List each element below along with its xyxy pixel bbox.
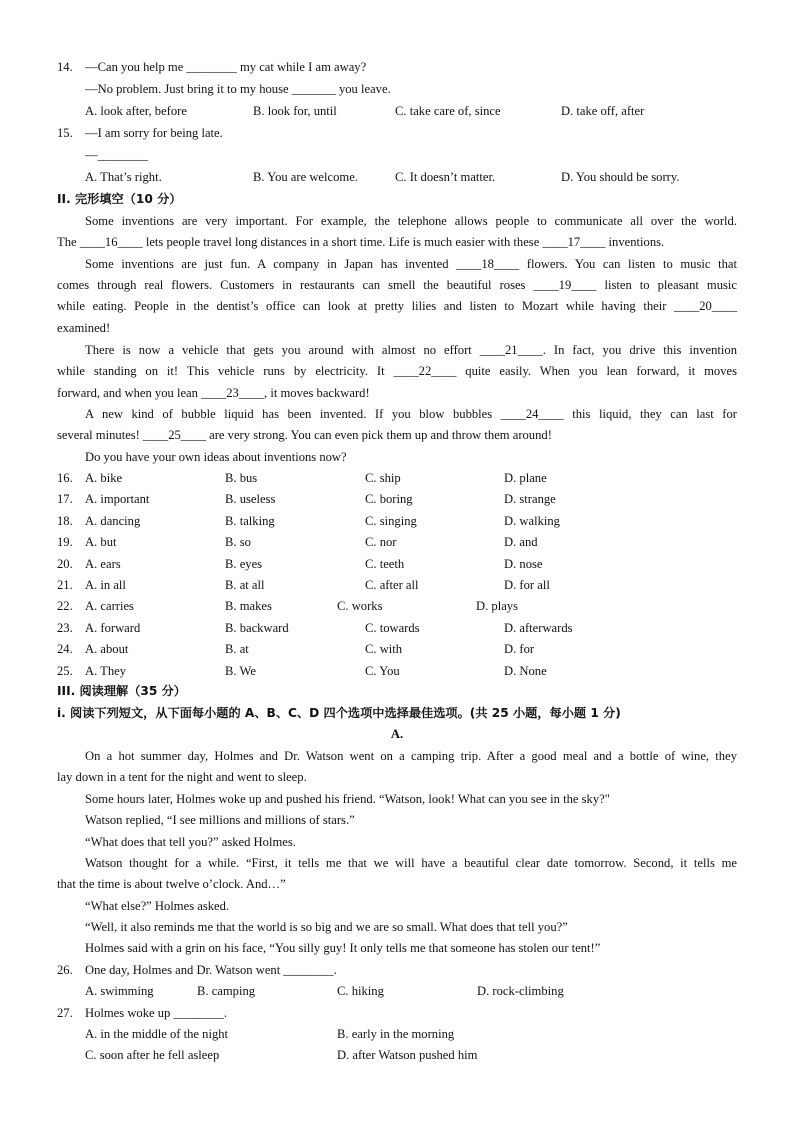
question-stem: Holmes woke up ________.: [85, 1006, 228, 1020]
option: C. after all: [365, 578, 419, 592]
question-number: 20.: [57, 556, 73, 571]
option: C. nor: [365, 535, 397, 550]
option: C. take care of, since: [395, 104, 501, 118]
section-heading: III. 阅读理解（35 分）: [57, 684, 186, 698]
option: D. plane: [504, 471, 547, 485]
question-stem: One day, Holmes and Dr. Watson went ________.: [85, 963, 337, 977]
cloze-line: while standing on it! This vehicle runs by electricity. It ____22____ quite easily. When you lean forward, it moves: [57, 364, 737, 378]
q26-options: [57, 983, 737, 999]
q26-stem: [57, 962, 337, 978]
cloze-question-row: [57, 641, 737, 657]
cloze-line: The ____16____ lets people travel long distances in a short time. Life is much easier with these ____17____ inventions.: [57, 235, 665, 249]
option: B. at: [225, 642, 249, 657]
passage-line: On a hot summer day, Holmes and Dr. Watson went on a camping trip. After a good meal and a bottle of wine, they: [85, 749, 737, 763]
cloze-line: A new kind of bubble liquid has been invented. If you blow bubbles ____24____ this liquid, they can last for: [85, 407, 737, 421]
question-number: 21.: [57, 578, 73, 592]
option: C. works: [337, 599, 383, 614]
option: B. makes: [225, 599, 272, 614]
question-number: 22.: [57, 599, 73, 614]
option: A. but: [85, 535, 117, 550]
option: B. eyes: [225, 556, 263, 571]
cloze-line: comes through real flowers. Customers in restaurants can smell the beautiful roses ____19____ listen to pleasant music: [57, 278, 737, 292]
option: C. It doesn’t matter.: [395, 170, 496, 184]
cloze-line: forward, and when you lean ____23____, it moves backward!: [57, 386, 370, 400]
option: D. afterwards: [504, 620, 573, 635]
option: D. after Watson pushed him: [337, 1048, 478, 1062]
option: D. walking: [504, 513, 560, 528]
passage-line: “Well, it also reminds me that the world is so big and we are so small. What does that tell you?”: [85, 920, 568, 934]
section-subheading: i. 阅读下列短文，从下面每小题的 A、B、C、D 四个选项中选择最佳选项。(共 25 小题，每小题 1 分): [57, 706, 621, 720]
passage-line: Holmes said with a grin on his face, “You silly guy! It only tells me that someone has stolen our tent!”: [85, 941, 601, 955]
q14-stem-line1: [57, 59, 366, 75]
option: B. so: [225, 535, 251, 550]
option: B. talking: [225, 513, 275, 528]
option: A. swimming: [85, 984, 154, 998]
section-heading: II. 完形填空（10 分）: [57, 192, 182, 206]
cloze-question-row: [57, 470, 737, 486]
passage-line: Some hours later, Holmes woke up and pushed his friend. “Watson, look! What can you see in the sky?": [85, 792, 610, 806]
option: A. That’s right.: [85, 170, 162, 184]
passage-line: “What does that tell you?” asked Holmes.: [85, 835, 296, 849]
q27-options-row1: [57, 1026, 737, 1042]
question-number: 18.: [57, 513, 73, 528]
q15-stem-line2: —________: [85, 148, 148, 162]
option: D. None: [504, 663, 547, 678]
option: A. about: [85, 642, 129, 657]
option: C. You: [365, 663, 400, 678]
option: B. at all: [225, 578, 265, 592]
option: D. strange: [504, 492, 556, 507]
option: B. early in the morning: [337, 1027, 455, 1041]
passage-line: lay down in a tent for the night and went to sleep.: [57, 770, 307, 784]
cloze-line: There is now a vehicle that gets you around with almost no effort ____21____. In fact, you drive this invention: [85, 343, 737, 357]
option: D. nose: [504, 556, 543, 571]
option: A. in all: [85, 578, 126, 592]
option: D. and: [504, 535, 538, 550]
option: A. carries: [85, 599, 134, 614]
option: A. important: [85, 492, 150, 507]
cloze-question-row: [57, 513, 737, 529]
question-number: 27.: [57, 1006, 73, 1020]
cloze-line: Some inventions are just fun. A company in Japan has invented ____18____ flowers. You can listen to music that: [85, 257, 737, 271]
cloze-question-row: [57, 663, 737, 679]
option: D. You should be sorry.: [561, 170, 680, 184]
option: A. look after, before: [85, 104, 187, 118]
option: A. forward: [85, 620, 141, 635]
cloze-question-row: [57, 534, 737, 550]
option: B. backward: [225, 620, 289, 635]
question-number: 23.: [57, 620, 73, 635]
question-number: 17.: [57, 492, 73, 507]
option: B. look for, until: [253, 104, 337, 118]
cloze-question-row: [57, 598, 737, 614]
cloze-question-row: [57, 577, 737, 593]
q14-stem-line2: —No problem. Just bring it to my house _______ you leave.: [85, 82, 391, 96]
passage-line: Watson thought for a while. “First, it tells me that we will have a beautiful clear date tomorrow. Second, it tells me: [85, 856, 737, 870]
passage-line: Watson replied, “I see millions and millions of stars.”: [85, 813, 355, 827]
passage-title: A.: [390, 727, 404, 741]
passage-line: “What else?” Holmes asked.: [85, 899, 230, 913]
question-number: 24.: [57, 642, 73, 657]
option: B. useless: [225, 492, 276, 507]
option: A. dancing: [85, 513, 141, 528]
q14-options: [57, 103, 737, 119]
option: C. ship: [365, 471, 401, 485]
option: B. camping: [197, 984, 256, 998]
cloze-line: while eating. People in the dentist’s office can look at pretty lilies and listen to Mozart while having their ____20____: [57, 299, 737, 313]
cloze-line: Do you have your own ideas about inventions now?: [85, 450, 347, 464]
option: D. for all: [504, 578, 550, 592]
option: B. You are welcome.: [253, 170, 358, 184]
cloze-question-row: [57, 491, 737, 507]
option: D. rock-climbing: [477, 984, 564, 998]
q15-options: [57, 169, 737, 185]
option: C. with: [365, 642, 403, 657]
option: D. take off, after: [561, 104, 645, 118]
option: A. ears: [85, 556, 121, 571]
q27-options-row2: [57, 1047, 737, 1063]
option: C. hiking: [337, 984, 384, 998]
option: C. teeth: [365, 556, 405, 571]
option: C. towards: [365, 620, 420, 635]
q15-stem-line1: [57, 125, 223, 141]
option: D. plays: [476, 599, 518, 614]
question-number: 19.: [57, 535, 73, 550]
cloze-line: Some inventions are very important. For example, the telephone allows people to communicate all over the world.: [85, 214, 737, 228]
cloze-line: several minutes! ____25____ are very strong. You can even pick them up and throw them around!: [57, 428, 552, 442]
q27-stem: [57, 1005, 227, 1021]
option: B. We: [225, 663, 256, 678]
question-number: 14.: [57, 60, 73, 74]
option: A. They: [85, 663, 127, 678]
option: C. singing: [365, 513, 417, 528]
option: C. boring: [365, 492, 413, 507]
cloze-line: examined!: [57, 321, 111, 335]
question-number: 26.: [57, 963, 73, 977]
option: D. for: [504, 642, 535, 657]
question-stem: —Can you help me ________ my cat while I am away?: [85, 60, 367, 74]
question-number: 25.: [57, 663, 73, 678]
option: B. bus: [225, 471, 258, 485]
question-number: 16.: [57, 471, 73, 485]
question-number: 15.: [57, 126, 73, 140]
cloze-question-row: [57, 620, 737, 636]
question-stem: —I am sorry for being late.: [85, 126, 223, 140]
option: C. soon after he fell asleep: [85, 1048, 220, 1062]
passage-line: that the time is about twelve o’clock. And…”: [57, 877, 286, 891]
cloze-question-row: [57, 556, 737, 572]
option: A. in the middle of the night: [85, 1027, 229, 1041]
option: A. bike: [85, 471, 123, 485]
